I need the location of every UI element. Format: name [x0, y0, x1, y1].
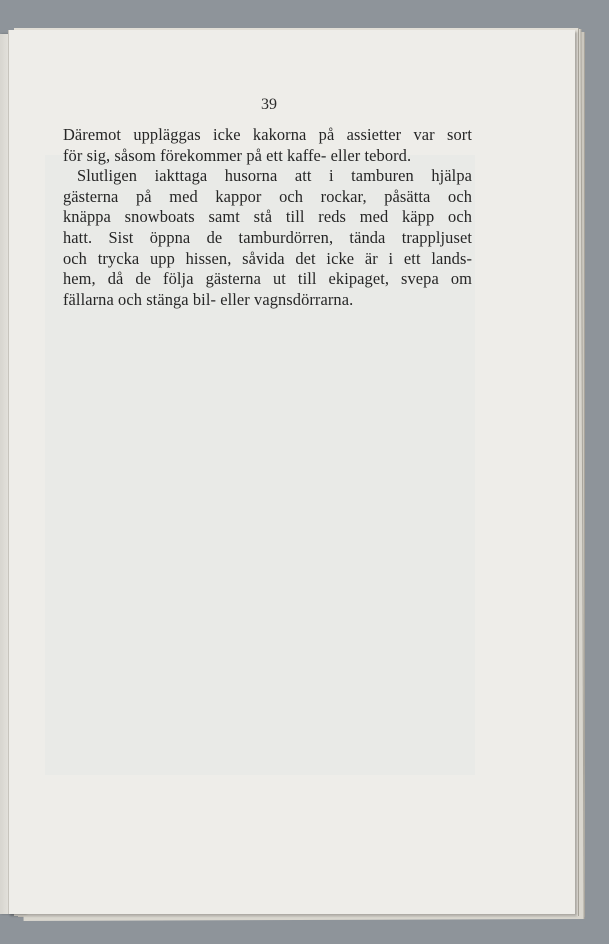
body-text — [63, 125, 472, 310]
text-line: och trycka upp hissen, såvida det icke är i ett lands- — [63, 248, 472, 268]
book-page — [8, 30, 575, 914]
text-line: Däremot uppläggas icke kakorna på assietter var sort — [63, 125, 472, 144]
text-line: hatt. Sist öppna de tamburdörren, tända trappljuset — [63, 227, 472, 247]
text-line: fällarna och stänga bil- eller vagnsdörrarna. — [63, 289, 354, 309]
text-line: knäppa snowboats samt stå till reds med käpp och — [63, 207, 472, 227]
page-number: 39 — [261, 96, 277, 113]
text-line: för sig, såsom förekommer på ett kaffe- eller tebord. — [63, 145, 412, 165]
text-line: hem, då de följa gästerna ut till ekipaget, svepa om — [63, 269, 472, 289]
text-line: gästerna på med kappor och rockar, påsätta och — [63, 186, 472, 206]
text-line: Slutligen iakttaga husorna att i tamburen hjälpa — [77, 166, 472, 186]
